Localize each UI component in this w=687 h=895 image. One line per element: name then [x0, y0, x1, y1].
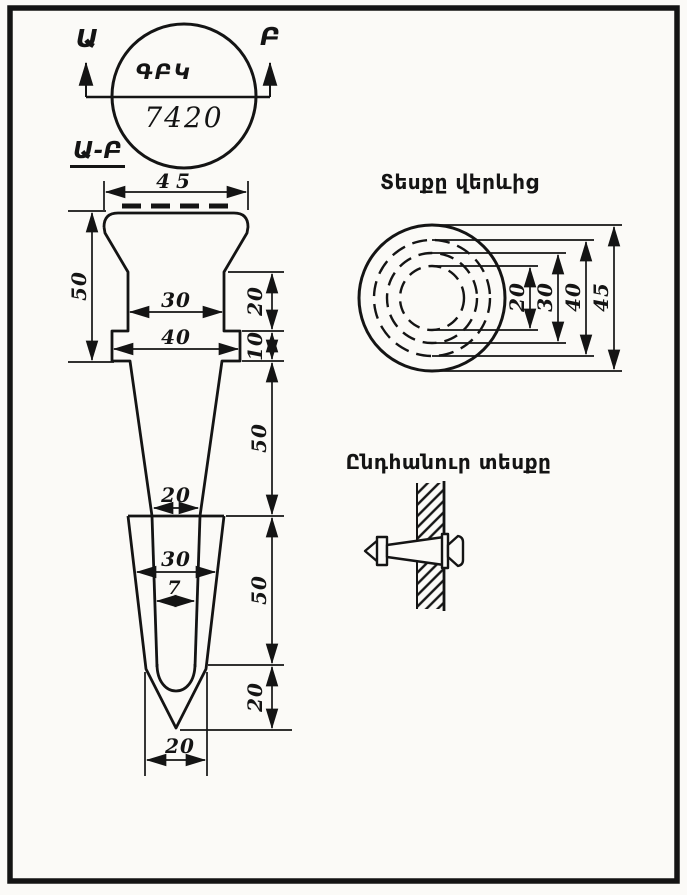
dim-neck-height: 20 [243, 286, 267, 316]
section-view-label: Ա-Բ [70, 138, 125, 168]
top-view-dia-45: 45 [589, 282, 613, 312]
top-view-dia-40: 40 [561, 282, 585, 312]
top-view-dia-20: 20 [505, 282, 529, 312]
dim-neck-width: 30 [161, 288, 191, 312]
dim-base-width: 20 [165, 734, 195, 758]
top-view-dia-30: 30 [533, 282, 557, 312]
dim-top-width: 45 [156, 169, 196, 193]
general-view-title: Ընդհանուր տեսքը [345, 450, 552, 474]
dim-bore-width: 7 [167, 577, 181, 599]
product-number: 7420 [144, 101, 224, 134]
general-view-drawing [365, 481, 463, 611]
section-arrow-label-a: Ա [75, 24, 99, 53]
dim-cone-bottom-width: 20 [161, 483, 191, 507]
dim-flange-height: 10 [243, 331, 267, 361]
dim-tip-height: 20 [243, 682, 267, 712]
product-code: ԳԲԿ [135, 60, 193, 84]
front-view-outline [104, 206, 248, 728]
dim-head-height: 50 [67, 271, 91, 301]
dim-flange-width: 40 [161, 325, 191, 349]
anchor-side-profile [365, 534, 463, 568]
dim-sleeve-width: 30 [161, 547, 191, 571]
top-view-title: Տեսքը վերևից [380, 170, 539, 194]
section-arrow-label-b: Բ [259, 22, 281, 51]
dim-cone-height: 50 [247, 423, 271, 453]
dim-sleeve-height: 50 [247, 575, 271, 605]
